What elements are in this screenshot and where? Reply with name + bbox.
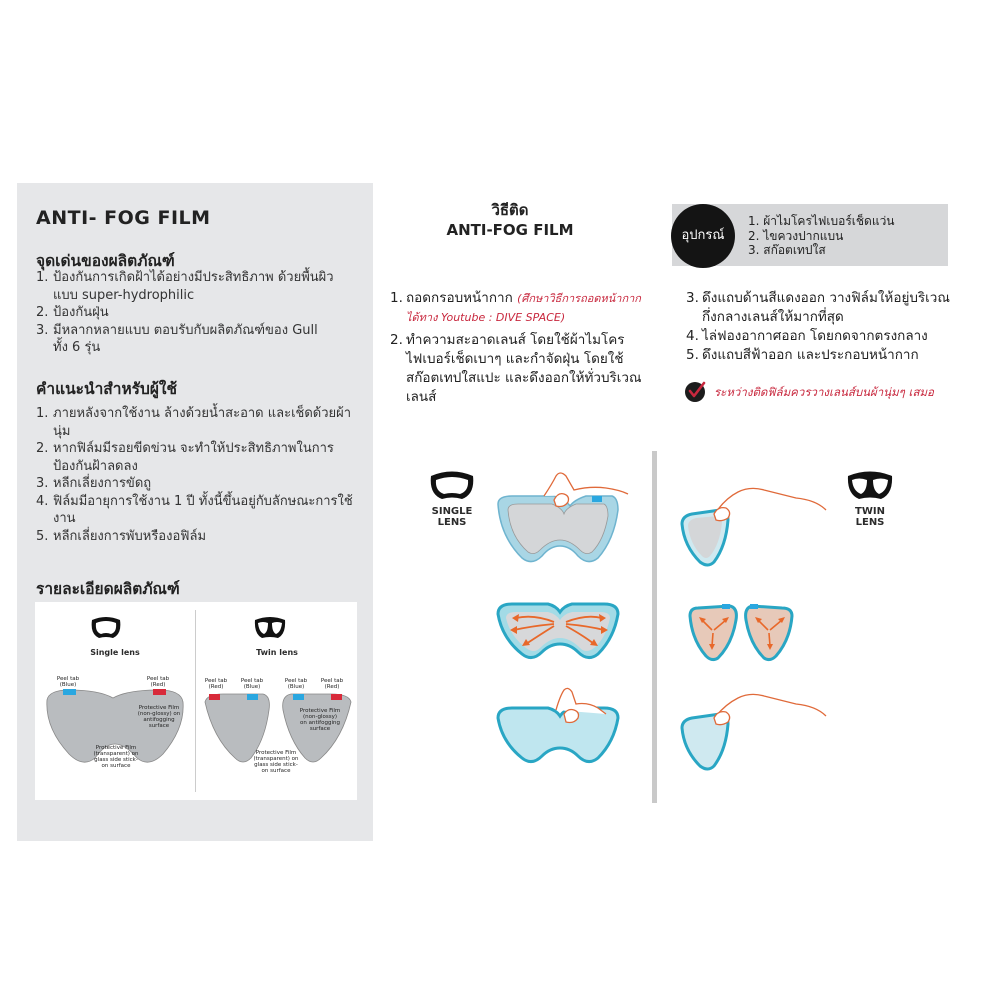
equipment-item: 3. สก๊อตเทปใส [748, 243, 826, 257]
twin-step-finish-illustration [676, 690, 836, 772]
diagram-divider [195, 610, 196, 792]
twin-step-press-illustration [686, 600, 796, 664]
single-lens-caption: SINGLE LENS [431, 506, 473, 528]
how-to-title-th: วิธีติด [491, 201, 529, 219]
product-title: ANTI- FOG FILM [36, 207, 211, 229]
peel-tab-blue-label: Peel tab (Blue) [240, 678, 264, 690]
advice-item: 5. หลีกเลี่ยงการพับหรืองอฟิล์ม [36, 528, 207, 544]
peel-tab-red-label: Peel tab (Red) [146, 676, 170, 688]
steps-column-2 [686, 289, 954, 365]
twin-step-peel-illustration [676, 482, 836, 572]
single-lens-label: Single lens [90, 648, 140, 657]
peel-tab-red-label: Peel tab (Red) [320, 678, 344, 690]
step-item: 5. ดึงแถบสีฟ้าออก และประกอบหน้ากาก [686, 347, 919, 363]
mask-twin-icon [253, 614, 287, 642]
protective-film-back-label: Protective Film (transparent) on glass side stick-on surface [93, 745, 139, 769]
advice-item: 2. หากฟิล์มมีรอยขีดข่วน จะทำให้ประสิทธิภาพในการป้องกันฝ้าลดลง [36, 441, 334, 474]
step-item: 2. ทำความสะอาดเลนส์ โดยใช้ผ้าไมโครไฟเบอร์เช็ดเบาๆ และกำจัดฝุ่น โดยใช้สก๊อตเทปใสแปะ และดึงออกให้ทั่วบริเวณเลนส์ [390, 332, 642, 405]
advice-item: 3. หลีกเลี่ยงการขัดถู [36, 476, 152, 491]
protective-film-back-label: Protective Film (transparent) on glass side stick-on surface [253, 750, 299, 774]
peel-tab-blue-label: Peel tab (Blue) [284, 678, 308, 690]
feature-item: 1. ป้องกันการเกิดฝ้าได้อย่างมีประสิทธิภาพ ด้วยพื้นผิวแบบ super-hydrophilic [36, 270, 334, 303]
column-divider [652, 451, 657, 803]
protective-film-front-label: Protective Film (non-glossy) on antifogging surface [299, 708, 341, 732]
hand-icon [544, 473, 628, 496]
equipment-item: 2. ไขควงปากแบน [748, 228, 844, 243]
mask-twin-icon [846, 468, 894, 504]
twin-lens-label: Twin lens [256, 648, 298, 657]
details-heading: รายละเอียดผลิตภัณฑ์ [36, 580, 180, 598]
step-item: 4. ไล่ฟองอากาศออก โดยกดจากตรงกลาง [686, 328, 928, 344]
advice-item: 4. ฟิล์มมีอายุการใช้งาน 1 ปี ทั้งนี้ขึ้นอยู่กับลักษณะการใช้งาน [36, 493, 353, 526]
twin-lens-caption: TWIN LENS [855, 506, 885, 528]
caution-note: ระหว่างติดฟิล์มควรวางเลนส์บนผ้านุ่มๆ เสมอ [714, 385, 934, 399]
feature-item: 3. มีหลากหลายแบบ ตอบรับกับผลิตภัณฑ์ของ Gull ทั้ง 6 รุ่น [36, 322, 318, 355]
how-to-title [420, 200, 600, 240]
feature-item: 2. ป้องกันฝุ่น [36, 305, 109, 320]
check-icon [684, 380, 708, 404]
single-step-finish-illustration [494, 686, 634, 772]
single-step-press-illustration [494, 596, 624, 666]
features-list [36, 269, 336, 357]
step-note: (ศึกษาวิธีการถอดหน้ากากได้ทาง Youtube : DIVE SPACE) [406, 292, 641, 324]
advice-item: 1. ภายหลังจากใช้งาน ล้างด้วยน้ำสะอาด และเช็ดด้วยผ้านุ่ม [36, 406, 352, 439]
mask-single-icon [89, 614, 123, 642]
protective-film-front-label: Protective Film (non-glossy) on antifogging surface [137, 705, 181, 729]
product-details-diagram [35, 602, 357, 800]
equipment-badge: อุปกรณ์ [671, 204, 735, 268]
steps-column-1 [390, 289, 652, 407]
single-step-peel-illustration [494, 470, 644, 570]
advice-heading: คำแนะนำสำหรับผู้ใช้ [36, 380, 177, 398]
features-heading: จุดเด่นของผลิตภัณฑ์ [36, 252, 175, 270]
step-item: 1. ถอดกรอบหน้ากาก (ศึกษาวิธีการถอดหน้ากากได้ทาง Youtube : DIVE SPACE) [390, 290, 641, 324]
advice-list [36, 405, 361, 545]
peel-tab-red-label: Peel tab (Red) [204, 678, 228, 690]
step-item: 3. ดึงแถบด้านสีแดงออก วางฟิล์มให้อยู่บริเวณกึ่งกลางเลนส์ให้มากที่สุด [686, 290, 950, 325]
mask-single-icon [428, 468, 476, 504]
how-to-title-en: ANTI-FOG FILM [446, 221, 574, 239]
equipment-item: 1. ผ้าไมโครไฟเบอร์เช็ดแว่น [748, 214, 895, 228]
equipment-list [748, 214, 895, 258]
peel-tab-blue-label: Peel tab (Blue) [56, 676, 80, 688]
